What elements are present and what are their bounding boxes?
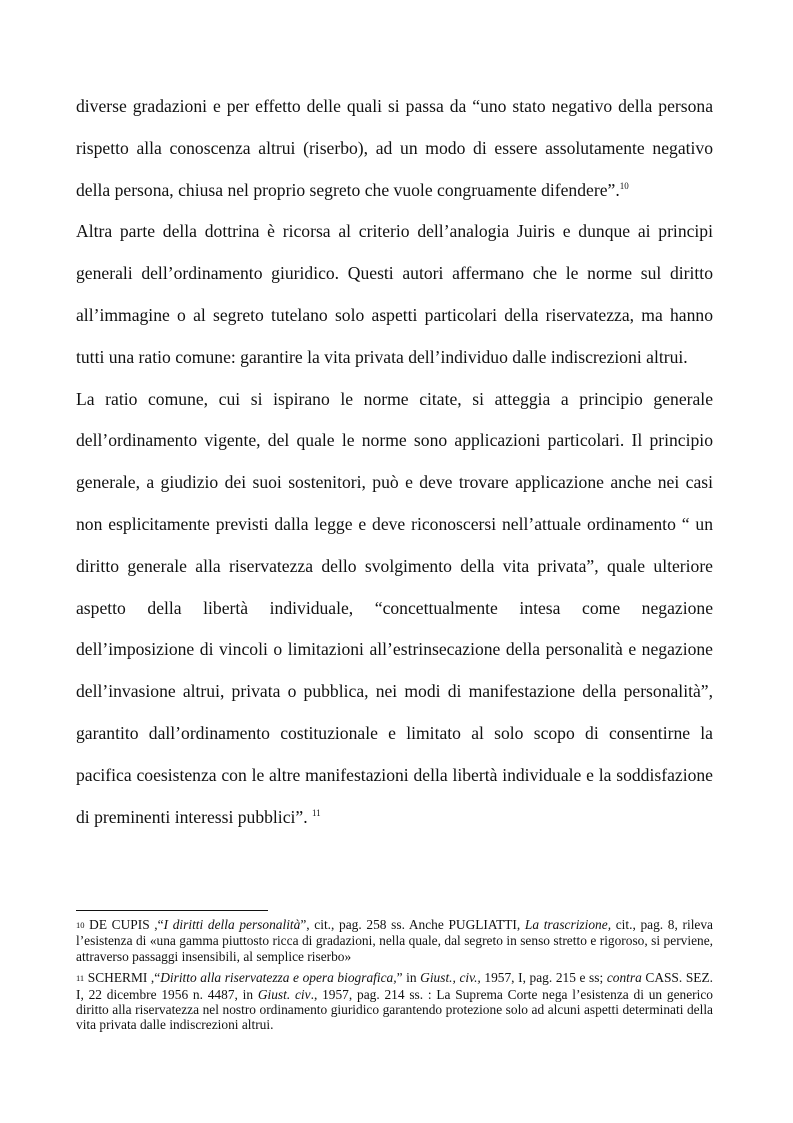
footnote-number: 11 xyxy=(76,973,85,984)
footnotes xyxy=(76,910,713,1039)
footnote-separator xyxy=(76,910,268,911)
footnote-number: 10 xyxy=(76,920,85,930)
page-body xyxy=(76,86,713,838)
footnote-11: 11 SCHERMI ,“Diritto alla riservatezza e opera biografica,” in Giust., civ., 1957, I, pag. 215 e ss; contra CASS. SEZ. I, 22 dicembre 1956 n. 4487, in Giust. civ., 1957, pag. 214 ss. : La Suprema Corte nega l’esistenza di un generico diritto alla riservatezza nel nostro ordinamento giuridico garantendo protezione solo ad alcuni aspetti determinati della vita privata dalle indiscrezioni altrui. xyxy=(76,970,713,1033)
main-text xyxy=(76,86,713,838)
footnote-ref-10[interactable]: 10 xyxy=(619,180,629,191)
paragraph-1-text: diverse gradazioni e per effetto delle quali si passa da “uno stato negativo della persona rispetto alla conoscenza altrui (riserbo), ad un modo di essere assolutamente negativo della persona, chiusa nel proprio segreto che vuole congruamente difendere”. xyxy=(76,96,713,200)
footnote-10: 10 DE CUPIS ,“I diritti della personalità”, cit., pag. 258 ss. Anche PUGLIATTI, La trascrizione, cit., pag. 8, rileva l’esistenza di «una gamma piuttosto ricca di gradazioni, nella quale, dal segreto in senso stretto e rigoroso, si perviene, attraverso passaggi insensibili, al semplice riserbo» xyxy=(76,917,713,964)
paragraph-1 xyxy=(76,86,713,211)
paragraph-2: Altra parte della dottrina è ricorsa al criterio dell’analogia Juiris e dunque ai principi generali dell’ordinamento giuridico. Questi autori affermano che le norme sul diritto all’immagine o al segreto tutelano solo aspetti particolari della riservatezza, ma hanno tutti una ratio comune: garantire la vita privata dell’individuo dalle indiscrezioni altrui. xyxy=(76,221,713,367)
paragraph-3-text: La ratio comune, cui si ispirano le norme citate, si atteggia a principio generale dell’ordinamento vigente, del quale le norme sono applicazioni particolari. Il principio generale, a giudizio dei suoi sostenitori, può e deve trovare applicazione anche nei casi non esplicitamente previsti dalla legge e deve riconoscersi nell’attuale ordinamento “ un diritto generale alla riservatezza dello svolgimento della vita privata”, quale ulteriore aspetto della libertà individuale, “concettualmente intesa come negazione dell’imposizione di vincoli o limitazioni all’estrinsecazione della personalità e negazione dell’invasione altrui, privata o pubblica, nei modi di manifestazione della personalità”, garantito dall’ordinamento costituzionale e limitato al solo scopo di consentirne la pacifica coesistenza con le altre manifestazioni della libertà individuale e la soddisfazione di preminenti interessi pubblici”. xyxy=(76,388,713,827)
footnote-ref-11[interactable]: 11 xyxy=(312,807,321,818)
paragraph-3 xyxy=(76,379,713,839)
